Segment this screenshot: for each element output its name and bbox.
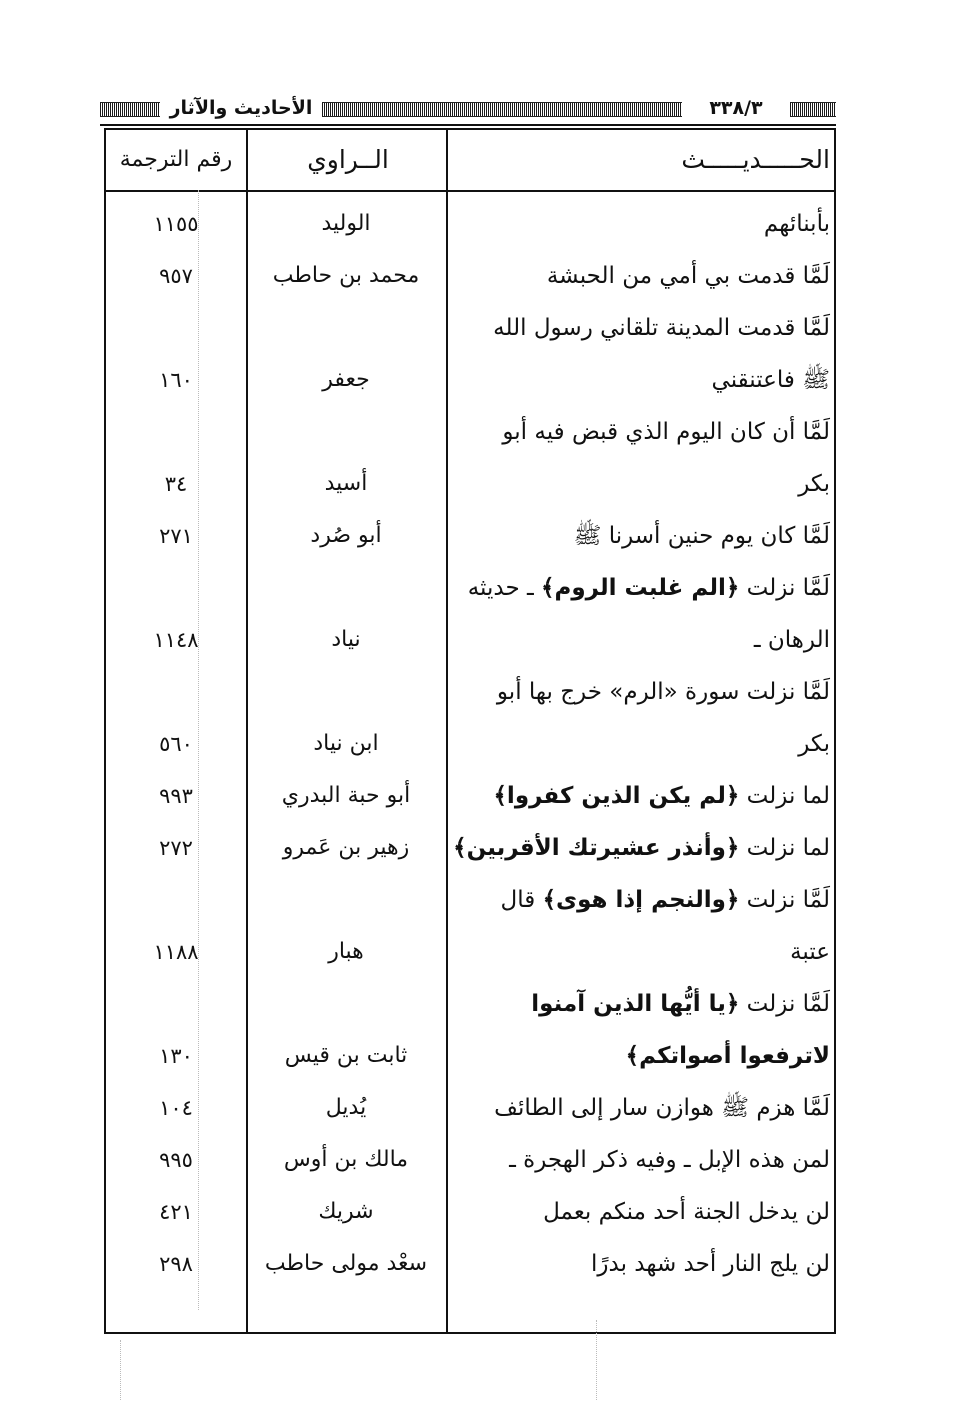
biography-number-cell: ٢٧١ [159, 524, 193, 548]
hadith-text: بكر [798, 471, 830, 497]
hadith-text: ﷺ فاعتنقني [711, 367, 830, 393]
table-row [106, 978, 834, 1030]
hadith-text: لما نزلت [739, 783, 830, 809]
table-row [106, 198, 834, 250]
table-row [106, 510, 834, 562]
table-row [106, 1082, 834, 1134]
hadith-cell [446, 1134, 830, 1186]
header-row-divider [106, 190, 834, 192]
page-number: ٣٣٨/٣ [709, 97, 763, 119]
hadith-text-continued: قال [500, 887, 543, 913]
table-row [106, 614, 834, 666]
rawi-cell: سعْد مولى حاطب [264, 1251, 428, 1276]
rawi-cell: زهير بن عَمرو [282, 835, 410, 860]
rawi-cell: شريك [318, 1199, 374, 1224]
column-header-hadith: الحـــــديـــــث [681, 145, 830, 174]
hadith-cell [446, 874, 830, 926]
hadith-text: لَمَّا قدمت بي أمي من الحبشة [546, 263, 830, 289]
biography-number-cell: ٩٩٥ [159, 1148, 193, 1172]
table-row [106, 354, 834, 406]
biography-number-cell: ١١٤٨ [153, 628, 199, 652]
biography-number-cell [106, 666, 246, 718]
table-row [106, 770, 834, 822]
hadith-cell [446, 822, 830, 874]
table-row [106, 458, 834, 510]
biography-number-cell: ١١٥٥ [153, 212, 199, 236]
biography-number-cell [106, 302, 246, 354]
hadith-cell [446, 926, 830, 978]
hadith-text: لمن هذه الإبل ـ وفيه ذكر الهجرة ـ [509, 1147, 830, 1173]
rawi-cell: مالك بن أوس [283, 1147, 409, 1172]
hadith-text: لَمَّا نزلت [739, 991, 830, 1017]
table-row [106, 822, 834, 874]
table-row [106, 562, 834, 614]
biography-number-cell: ١١٨٨ [153, 940, 199, 964]
biography-number-cell: ٢٧٢ [159, 836, 193, 860]
table-row [106, 1030, 834, 1082]
rawi-cell [248, 302, 444, 354]
hadith-text: لَمَّا نزلت سورة «الرم» خرج بها أبو [496, 679, 830, 705]
hadith-cell [446, 302, 830, 354]
rawi-cell: ابن نياد [313, 731, 379, 756]
header-ornament-middle [322, 102, 682, 117]
hadith-cell [446, 1186, 830, 1238]
biography-number-cell: ١٣٠ [159, 1044, 193, 1068]
biography-number-cell: ٤٢١ [159, 1200, 193, 1224]
biography-number-cell: ٣٤ [164, 472, 188, 496]
rawi-cell [248, 562, 444, 614]
hadith-cell [446, 510, 830, 562]
rawi-cell: أسيد [324, 471, 368, 496]
hadith-text: لما نزلت [739, 835, 830, 861]
rawi-cell: أبو صُرد [310, 523, 382, 548]
table-row [106, 926, 834, 978]
table-row [106, 302, 834, 354]
column-header-number: رقم الترجمة [119, 147, 233, 172]
hadith-text: لَمَّا كان يوم حنين أسرنا ﷺ [573, 523, 830, 549]
hadith-text: لَمَّا نزلت [739, 887, 830, 913]
rawi-cell: جعفر [322, 367, 370, 392]
quran-quote: ﴿الم غلبت الروم﴾ [541, 575, 740, 601]
hadith-text: لَمَّا أن كان اليوم الذي قبض فيه أبو [502, 419, 830, 445]
hadith-cell [446, 562, 830, 614]
table-row [106, 1134, 834, 1186]
hadith-text: بأبنائهم [763, 211, 830, 237]
hadith-text: عتبة [790, 939, 830, 965]
biography-number-cell: ١٠٤ [159, 1096, 193, 1120]
rawi-cell [248, 874, 444, 926]
quran-quote: ﴿لم يكن الذين كفروا﴾ [493, 783, 740, 809]
column-header-rawi: الــراوي [307, 145, 389, 174]
rawi-cell: محمد بن حاطب [272, 263, 420, 288]
table-row [106, 666, 834, 718]
hadith-cell [446, 406, 830, 458]
quran-quote: ﴿والنجم إذا هوى﴾ [542, 887, 740, 913]
biography-number-cell [106, 978, 246, 1030]
hadith-text: لَمَّا هزم ﷺ هوازن سار إلى الطائف [494, 1095, 830, 1121]
hadith-cell [446, 458, 830, 510]
table-row [106, 250, 834, 302]
rawi-cell [248, 406, 444, 458]
rawi-cell: هبار [328, 939, 364, 964]
table-row [106, 1186, 834, 1238]
running-title: الأحاديث والآثار [169, 97, 313, 119]
rawi-cell: أبو حبة البدري [281, 783, 411, 808]
hadith-cell [446, 666, 830, 718]
hadith-text: لَمَّا نزلت [739, 575, 830, 601]
scan-dotted-line [120, 1340, 121, 1400]
hadith-cell [446, 614, 830, 666]
rawi-cell [248, 666, 444, 718]
hadith-cell [446, 354, 830, 406]
scan-dotted-line [596, 1320, 597, 1400]
header-ornament-left [100, 102, 160, 117]
header-ornament-right [790, 102, 836, 117]
hadith-cell [446, 1238, 830, 1290]
hadith-cell [446, 198, 830, 250]
hadith-text: بكر [798, 731, 830, 757]
hadith-cell [446, 1082, 830, 1134]
scan-dotted-line [198, 190, 199, 1310]
hadith-cell [446, 250, 830, 302]
biography-number-cell [106, 874, 246, 926]
hadith-cell [446, 1030, 830, 1082]
hadith-cell [446, 718, 830, 770]
quran-quote: ﴿يا أيُّها الذين آمنوا [531, 991, 740, 1017]
rawi-cell: ثابت بن قيس [284, 1043, 408, 1068]
biography-number-cell: ١٦٠ [159, 368, 193, 392]
header-rule [100, 124, 836, 126]
hadith-text: الرهان ـ [753, 627, 830, 653]
rawi-cell [248, 978, 444, 1030]
quran-quote: ﴿وأنذر عشيرتك الأقربين﴾ [453, 835, 740, 861]
hadith-text: لَمَّا قدمت المدينة تلقاني رسول الله [493, 315, 830, 341]
table-row [106, 718, 834, 770]
biography-number-cell [106, 406, 246, 458]
biography-number-cell: ٩٥٧ [159, 264, 193, 288]
hadith-text: لن يدخل الجنة أحد منكم بعمل [543, 1199, 830, 1225]
biography-number-cell: ٩٩٣ [159, 784, 193, 808]
biography-number-cell: ٥٦٠ [159, 732, 193, 756]
biography-number-cell [106, 562, 246, 614]
hadith-cell [446, 978, 830, 1030]
hadith-cell [446, 770, 830, 822]
hadith-index-table [104, 128, 836, 1334]
table-row [106, 406, 834, 458]
table-row [106, 1238, 834, 1290]
table-row [106, 874, 834, 926]
rawi-cell: الوليد [321, 211, 371, 236]
hadith-text: لن يلج النار أحد شهد بدرًا [591, 1251, 830, 1277]
biography-number-cell: ٢٩٨ [159, 1252, 193, 1276]
rawi-cell: يُديل [325, 1095, 367, 1120]
rawi-cell: نياد [331, 627, 361, 652]
hadith-text-continued: ـ حديثه [467, 575, 542, 601]
quran-quote: لاترفعوا أصواتكم﴾ [625, 1043, 830, 1069]
running-header [100, 94, 836, 124]
